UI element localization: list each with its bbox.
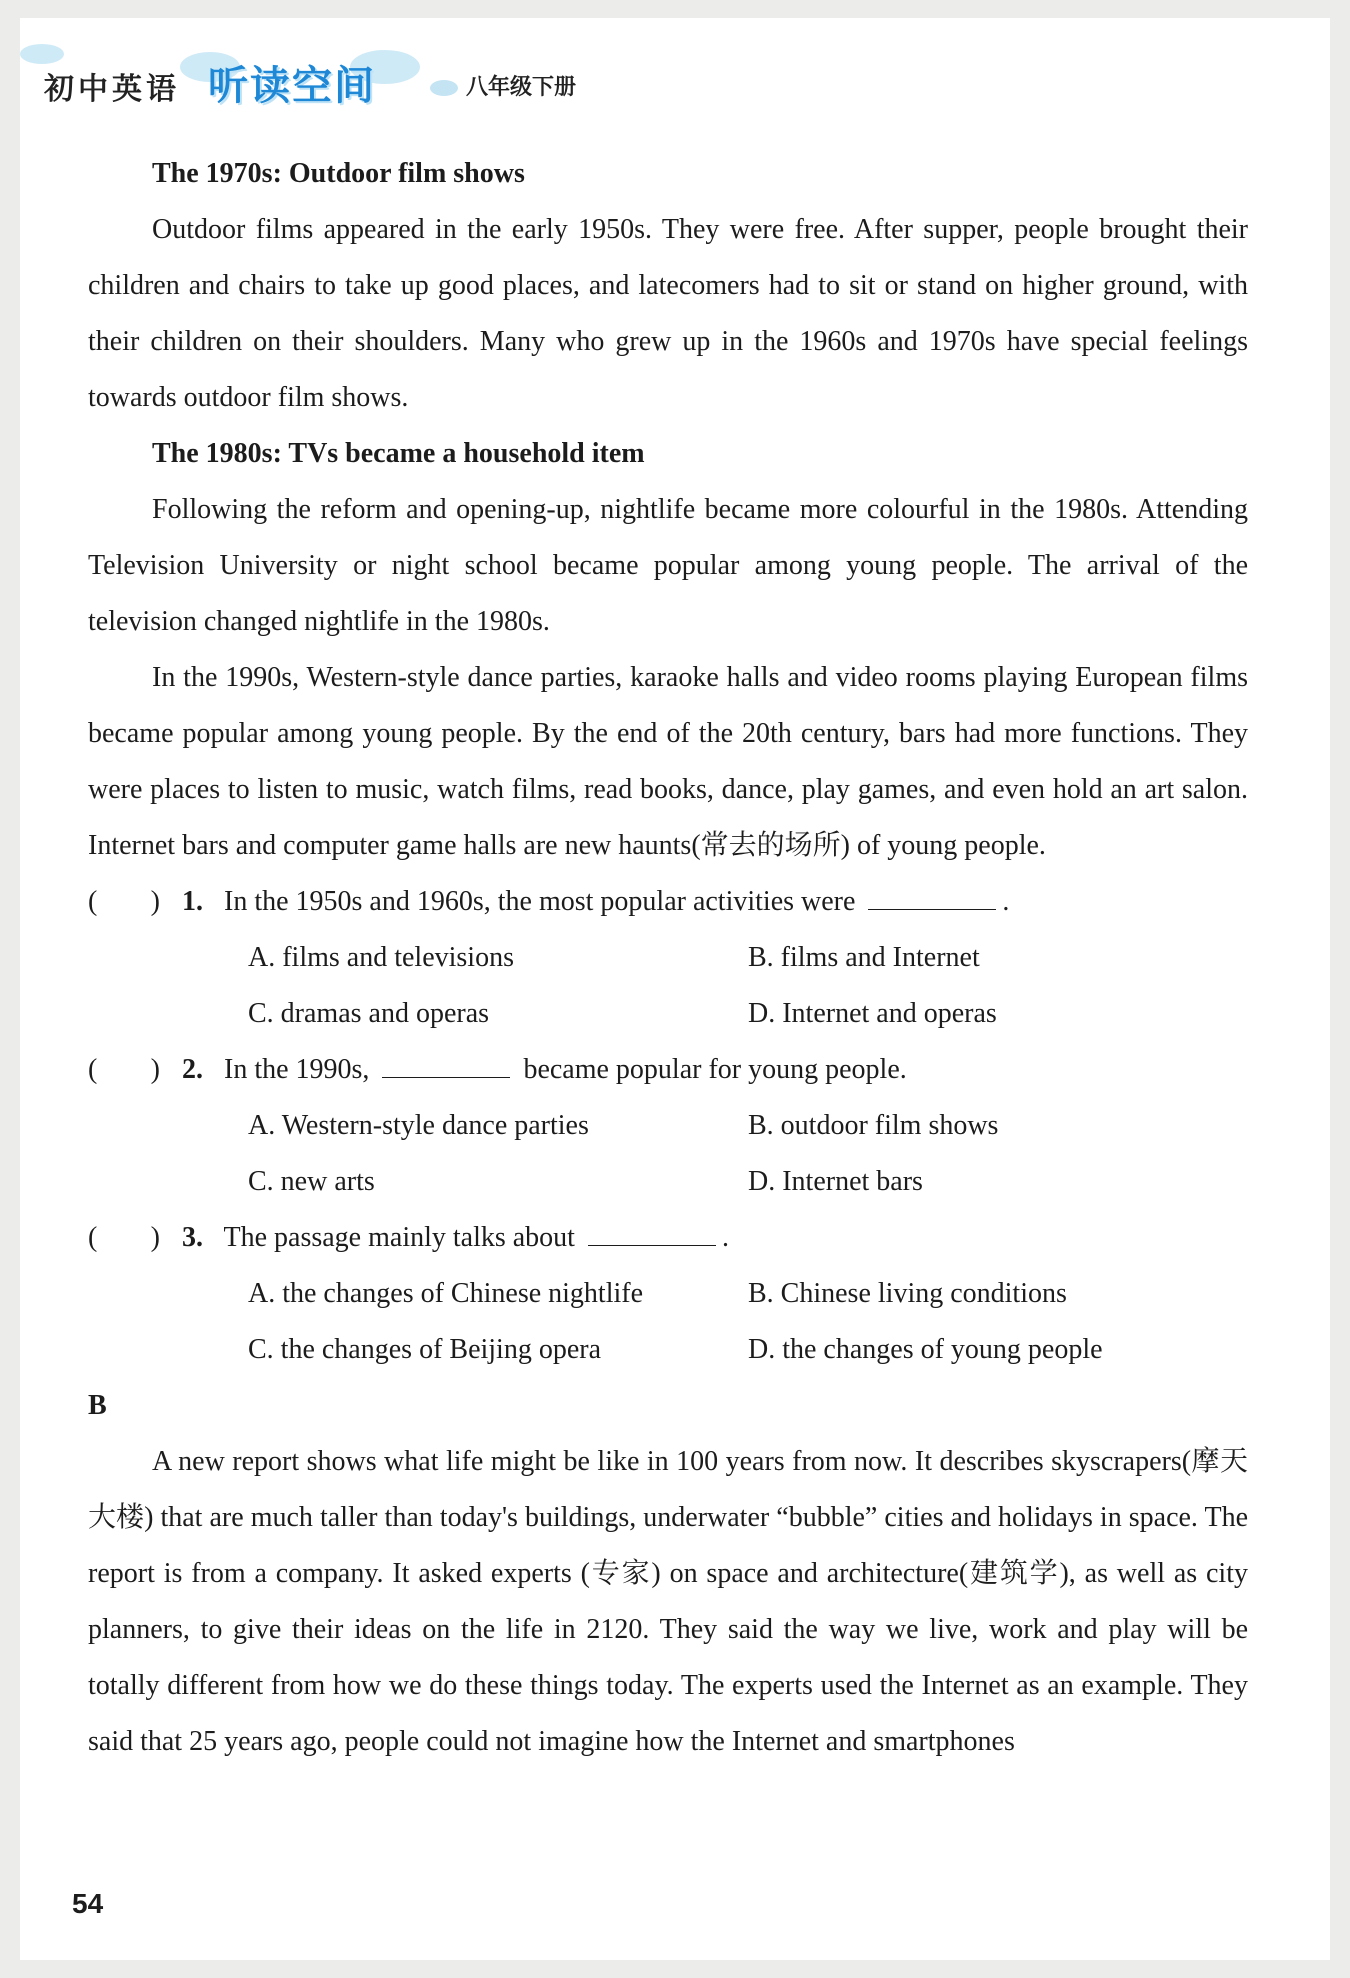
book-page — [20, 18, 1330, 1960]
paragraph-1990s: In the 1990s, Western-style dance parties, karaoke halls and video rooms playing European films became popular among young people. By the end of the 20th century, bars had more functions. They were places to listen to music, watch films, read books, dance, play games, and even hold an art salon. Internet bars and computer game halls are new haunts(常去的场所) of young people. — [88, 662, 1248, 861]
page-content — [88, 146, 1248, 1770]
answer-parentheses[interactable]: ( ) — [88, 886, 160, 917]
option-b[interactable]: B. outdoor film shows — [748, 1110, 999, 1141]
paragraph-b-1: A new report shows what life might be like in 100 years from now. It describes skyscrapers(摩天大楼) that are much taller than today's buildings, underwater “bubble” cities and holidays in space. The report is from a company. It asked experts (专家) on space and architecture(建筑学), as well as city planners, to give their ideas on the life in 2120. They said the way we live, work and play will be totally different from how we do these things today. The experts used the Internet as an example. They said that 25 years ago, people could not imagine how the Internet and smartphones — [88, 1446, 1248, 1757]
paragraph-1970s: Outdoor films appeared in the early 1950s. They were free. After supper, people brought their children and chairs to take up good places, and latecomers had to sit or stand on higher ground, with their children on their shoulders. Many who grew up in the 1960s and 1970s have special feelings towards outdoor film shows. — [88, 214, 1248, 413]
option-b[interactable]: B. Chinese living conditions — [748, 1278, 1067, 1309]
option-c[interactable]: C. dramas and operas — [248, 998, 490, 1029]
option-d[interactable]: D. the changes of young people — [748, 1334, 1103, 1365]
question-2: ( ) 2. In the 1990s, became popular for young people. A. Western-style dance parties B. outdoor film shows C. new arts D. Internet bars — [88, 1042, 1248, 1210]
option-d[interactable]: D. Internet and operas — [748, 998, 997, 1029]
answer-blank[interactable] — [382, 1047, 510, 1078]
section-title-b: B — [88, 1390, 107, 1421]
decor-cloud-icon — [20, 44, 64, 64]
answer-parentheses[interactable]: ( ) — [88, 1222, 160, 1253]
paragraph-1980s: Following the reform and opening-up, nightlife became more colourful in the 1980s. Attending Television University or night school became popular among young people. The arrival of the television changed nightlife in the 1980s. — [88, 494, 1248, 637]
answer-blank[interactable] — [868, 879, 996, 910]
question-stem: In the 1950s and 1960s, the most popular activities were — [224, 886, 856, 917]
section-heading-1970s: The 1970s: Outdoor film shows — [152, 158, 525, 189]
series-title: 初中英语 — [44, 72, 180, 107]
option-c[interactable]: C. the changes of Beijing opera — [248, 1334, 602, 1365]
question-stem: The passage mainly talks about — [223, 1222, 575, 1253]
question-number: 3. — [182, 1222, 203, 1253]
answer-parentheses[interactable]: ( ) — [88, 1054, 160, 1085]
option-a[interactable]: A. films and televisions — [248, 942, 514, 973]
question-number: 2. — [182, 1054, 203, 1085]
option-b[interactable]: B. films and Internet — [748, 942, 980, 973]
grade-bullet-icon — [430, 80, 458, 96]
section-heading-1980s: The 1980s: TVs became a household item — [152, 438, 645, 469]
grade-label: 八年级下册 — [466, 75, 577, 100]
question-3: ( ) 3. The passage mainly talks about . A. the changes of Chinese nightlife B. Chinese living conditions C. the changes of Beijing opera D. the changes of young people — [88, 1210, 1248, 1378]
question-1: ( ) 1. In the 1950s and 1960s, the most popular activities were . A. films and televisions B. films and Internet C. dramas and operas D. Internet and operas — [88, 874, 1248, 1042]
page-header — [20, 18, 1330, 128]
option-c[interactable]: C. new arts — [248, 1166, 375, 1197]
question-number: 1. — [182, 886, 203, 917]
question-stem: In the 1990s, — [224, 1054, 370, 1085]
answer-blank[interactable] — [588, 1215, 716, 1246]
series-logo: 听读空间 — [208, 63, 376, 109]
option-a[interactable]: A. the changes of Chinese nightlife — [248, 1278, 644, 1309]
page-number: 54 — [72, 1888, 104, 1919]
option-d[interactable]: D. Internet bars — [748, 1166, 923, 1197]
option-a[interactable]: A. Western-style dance parties — [248, 1110, 589, 1141]
